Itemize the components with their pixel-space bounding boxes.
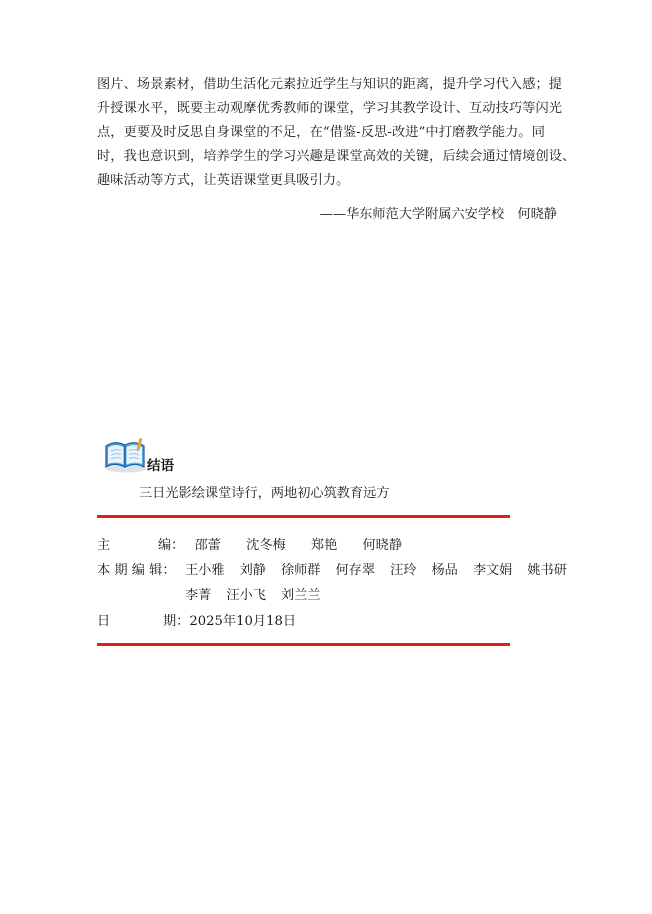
issue-editor-name: 刘兰兰: [280, 588, 321, 603]
open-book-icon: [102, 434, 148, 474]
reflection-line: 趣味活动等方式，让英语课堂更具吸引力。: [97, 173, 350, 188]
issue-editor-name: 杨品: [431, 563, 458, 578]
chief-editor-label-a: 主: [97, 538, 111, 553]
publish-date-row: [97, 610, 296, 629]
issue-editor-name: 徐师群: [280, 563, 321, 578]
publish-date: 2025年10月18日: [189, 614, 297, 629]
chief-editor-row: [97, 534, 423, 553]
reflection-line: 升授课水平，既要主动观摩优秀教师的课堂，学习其教学设计、互动技巧等闪光: [97, 101, 563, 116]
chief-editor-label-b: 编：: [158, 538, 185, 553]
issue-editor-name: 李文娟: [472, 563, 513, 578]
issue-editors-row: [97, 559, 567, 578]
issue-editor-name: 汪玲: [390, 563, 417, 578]
conclusion-text: 三日光影绘课堂诗行，两地初心筑教育远方: [139, 486, 390, 501]
reflection-line: 点，更要及时反思自身课堂的不足，在“借鉴-反思-改进”中打磨教学能力。同: [97, 125, 545, 140]
issue-editor-name: 汪小飞: [226, 588, 266, 603]
author-signature: ——华东师范大学附属六安学校 何晓静: [319, 207, 557, 222]
chief-editor-name: 郑艳: [310, 538, 338, 553]
date-label-a: 日: [97, 614, 111, 629]
issue-editor-name: 刘静: [239, 563, 266, 578]
conclusion-title: 结语: [147, 458, 174, 474]
chief-editor-name: 邵蕾: [194, 538, 221, 553]
issue-editors-label: 本 期 编 辑：: [97, 563, 176, 578]
bottom-divider: [97, 643, 510, 646]
issue-editor-name: 王小雅: [185, 563, 225, 578]
issue-editor-name: 姚书研: [527, 563, 567, 578]
reflection-line: 图片、场景素材，借助生活化元素拉近学生与知识的距离，提升学习代入感；提: [97, 77, 563, 92]
chief-editor-name: 沈冬梅: [246, 538, 286, 553]
issue-editor-name: 何存翠: [335, 563, 376, 578]
issue-editor-name: 李菁: [185, 588, 212, 603]
date-label-b: 期：: [163, 614, 190, 629]
chief-editor-name: 何晓静: [362, 538, 403, 553]
reflection-line: 时，我也意识到，培养学生的学习兴趣是课堂高效的关键，后续会通过情境创设、: [97, 149, 576, 164]
top-divider: [97, 515, 510, 518]
reflection-paragraph: [97, 73, 576, 193]
issue-editors-row-continued: [185, 584, 336, 603]
